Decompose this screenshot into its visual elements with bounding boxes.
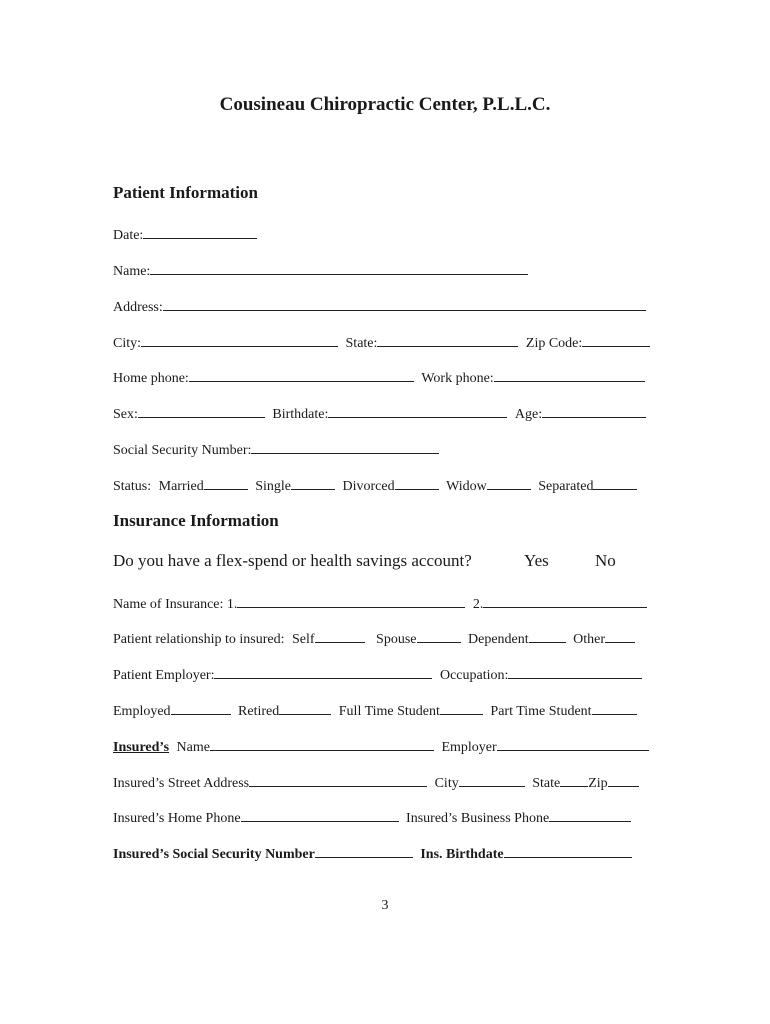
age-label: Age: [514,407,543,422]
occupation-label: Occupation: [439,668,509,683]
patient-employer-field[interactable] [214,665,432,679]
insurance-info-heading: Insurance Information [113,511,279,530]
address-label: Address: [113,300,163,315]
ins-birthdate-field[interactable] [504,844,632,858]
no-option[interactable]: No [595,551,616,570]
name-label: Name: [113,264,151,279]
ins-birthdate-label: Ins. Birthdate [420,847,504,862]
name-field[interactable] [150,261,528,275]
date-field[interactable] [143,225,257,239]
status-widow-field[interactable] [487,476,531,490]
home-phone-label: Home phone: [113,371,189,386]
yes-option[interactable]: Yes [524,551,549,570]
insured-state-field[interactable] [560,773,588,787]
retired-label: Retired [238,704,280,719]
status-single-label: Single [255,479,291,494]
employment-status-row [113,701,637,721]
document-title: Cousineau Chiropractic Center, P.L.L.C. [219,94,551,115]
name-row [113,261,528,281]
page-number: 3 [381,898,389,913]
employed-label: Employed [113,704,171,719]
relationship-spouse-field[interactable] [417,629,461,643]
insured-ssn-field[interactable] [315,844,413,858]
status-separated-label: Separated [538,479,594,494]
date-row [113,225,257,245]
insured-name-field[interactable] [210,737,434,751]
relationship-other-field[interactable] [605,629,635,643]
full-time-student-label: Full Time Student [338,704,440,719]
insured-city-label: City [434,776,459,791]
employer-occupation-row [113,665,642,685]
insured-ssn-row [113,844,632,864]
status-widow-label: Widow [446,479,487,494]
birthdate-field[interactable] [328,404,507,418]
patient-info-heading: Patient Information [113,183,258,202]
insured-name-row [113,737,649,757]
insurance-name-2-field[interactable] [483,594,647,608]
insured-home-phone-field[interactable] [241,808,399,822]
work-phone-field[interactable] [494,368,645,382]
status-married-field[interactable] [204,476,248,490]
sex-label: Sex: [113,407,138,422]
insurance-name-label: Name of Insurance: 1. [113,597,238,612]
phone-row [113,368,645,388]
ssn-label: Social Security Number: [113,443,252,458]
relationship-dependent-field[interactable] [529,629,566,643]
relationship-row [113,629,635,649]
insured-employer-field[interactable] [497,737,649,751]
relationship-dependent-label: Dependent [468,632,529,647]
address-row [113,297,646,317]
insured-street-field[interactable] [249,773,427,787]
status-divorced-field[interactable] [395,476,439,490]
ssn-row [113,440,439,460]
insured-name-label: Name [176,740,210,755]
insured-employer-label: Employer [441,740,497,755]
insured-zip-field[interactable] [608,773,639,787]
ssn-field[interactable] [251,440,439,454]
status-divorced-label: Divorced [342,479,395,494]
city-label: City: [113,336,142,351]
full-time-student-field[interactable] [440,701,483,715]
insured-address-row [113,773,639,793]
flex-spend-question-row [113,551,653,571]
insurance-name-1-field[interactable] [237,594,465,608]
address-field[interactable] [163,297,646,311]
insured-street-label: Insured’s Street Address [113,776,250,791]
employed-field[interactable] [171,701,231,715]
sex-field[interactable] [138,404,265,418]
insured-city-field[interactable] [459,773,525,787]
city-state-zip-row [113,333,650,353]
status-single-field[interactable] [291,476,335,490]
insureds-label: Insured’s [113,740,170,755]
insured-business-phone-field[interactable] [549,808,631,822]
insured-ssn-label: Insured’s Social Security Number [113,847,315,862]
patient-employer-label: Patient Employer: [113,668,215,683]
relationship-other-label: Other [573,632,606,647]
age-field[interactable] [542,404,646,418]
relationship-spouse-label: Spouse [376,632,417,647]
date-label: Date: [113,228,144,243]
state-field[interactable] [377,333,518,347]
birthdate-label: Birthdate: [272,407,329,422]
insurance-second-label: 2. [472,597,484,612]
sex-birthdate-age-row [113,404,646,424]
status-separated-field[interactable] [593,476,637,490]
insured-business-phone-label: Insured’s Business Phone [406,811,550,826]
city-field[interactable] [141,333,338,347]
status-married-label: Married [158,479,204,494]
insured-zip-label: Zip [588,776,608,791]
retired-field[interactable] [279,701,331,715]
flex-spend-question: Do you have a flex-spend or health savings account? [113,551,472,570]
insured-phone-row [113,808,631,828]
status-row [113,476,637,496]
insurance-name-row [113,594,647,614]
status-label: Status: [113,479,152,494]
work-phone-label: Work phone: [421,371,494,386]
insured-state-label: State [532,776,561,791]
part-time-student-field[interactable] [592,701,637,715]
relationship-self-label: Self [291,632,315,647]
home-phone-field[interactable] [189,368,414,382]
occupation-field[interactable] [508,665,642,679]
zip-field[interactable] [582,333,650,347]
state-label: State: [345,336,378,351]
insured-home-phone-label: Insured’s Home Phone [113,811,241,826]
relationship-self-field[interactable] [315,629,365,643]
zip-label: Zip Code: [525,336,583,351]
relationship-label: Patient relationship to insured: [113,632,285,647]
part-time-student-label: Part Time Student [490,704,592,719]
